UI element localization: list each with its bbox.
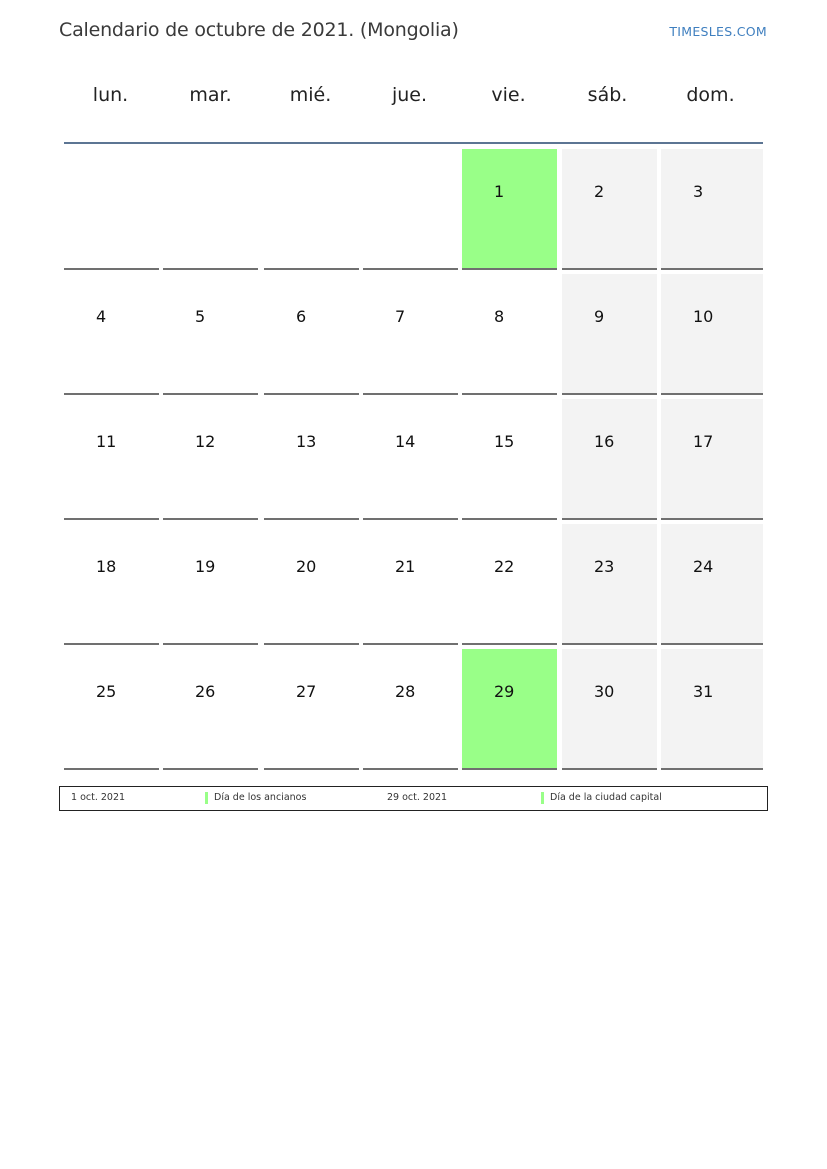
day-cell (64, 274, 159, 395)
day-cell (562, 649, 657, 770)
day-cell (462, 524, 557, 645)
weekday-fri: vie. (491, 84, 526, 106)
day-cell (562, 274, 657, 395)
weekday-sun: dom. (686, 84, 735, 106)
day-cell (363, 524, 458, 645)
day-cell (661, 149, 763, 270)
day-cell (661, 274, 763, 395)
holiday-day-cell (462, 149, 557, 270)
day-number: 7 (395, 307, 406, 326)
day-number: 27 (296, 682, 317, 701)
day-number: 11 (96, 432, 117, 451)
day-number: 2 (594, 182, 605, 201)
day-number: 19 (195, 557, 216, 576)
day-cell (163, 524, 258, 645)
day-number: 8 (494, 307, 505, 326)
day-cell (562, 399, 657, 520)
day-cell (264, 399, 359, 520)
empty-day-cell (64, 149, 159, 270)
day-number: 9 (594, 307, 605, 326)
day-cell (562, 524, 657, 645)
day-number: 14 (395, 432, 416, 451)
day-cell (264, 524, 359, 645)
weekday-thu: jue. (391, 84, 428, 106)
day-cell (363, 649, 458, 770)
day-number: 28 (395, 682, 416, 701)
legend-date: 29 oct. 2021 (387, 792, 448, 803)
day-number: 16 (594, 432, 615, 451)
day-cell (163, 649, 258, 770)
day-number: 5 (195, 307, 206, 326)
day-number: 20 (296, 557, 317, 576)
day-cell (264, 649, 359, 770)
day-number: 21 (395, 557, 416, 576)
holiday-day-cell (462, 649, 557, 770)
brand-link[interactable]: TIMESLES.COM (669, 24, 767, 39)
day-number: 3 (693, 182, 704, 201)
day-cell (462, 274, 557, 395)
day-number: 26 (195, 682, 216, 701)
day-cell (661, 524, 763, 645)
holiday-legend (59, 786, 768, 811)
day-cell (661, 399, 763, 520)
day-number: 30 (594, 682, 615, 701)
day-number: 29 (494, 682, 515, 701)
holiday-color-swatch (205, 792, 208, 804)
day-number: 12 (195, 432, 216, 451)
day-cell (163, 274, 258, 395)
day-number: 18 (96, 557, 117, 576)
day-cell (64, 649, 159, 770)
day-number: 31 (693, 682, 714, 701)
holiday-color-swatch (541, 792, 544, 804)
empty-day-cell (163, 149, 258, 270)
weekday-sat: sáb. (587, 84, 628, 106)
day-number: 22 (494, 557, 515, 576)
legend-date: 1 oct. 2021 (71, 792, 126, 803)
weekday-header (63, 84, 763, 124)
day-number: 15 (494, 432, 515, 451)
header-divider (64, 142, 763, 144)
day-cell (264, 274, 359, 395)
empty-day-cell (363, 149, 458, 270)
day-cell (363, 399, 458, 520)
day-number: 1 (494, 182, 505, 201)
day-number: 23 (594, 557, 615, 576)
day-number: 25 (96, 682, 117, 701)
day-number: 13 (296, 432, 317, 451)
weekday-mon: lun. (92, 84, 129, 106)
day-cell (562, 149, 657, 270)
day-number: 24 (693, 557, 714, 576)
day-cell (64, 399, 159, 520)
empty-day-cell (264, 149, 359, 270)
day-cell (163, 399, 258, 520)
day-cell (363, 274, 458, 395)
day-cell (64, 524, 159, 645)
legend-holiday-name: Día de la ciudad capital (550, 792, 662, 803)
day-cell (462, 399, 557, 520)
day-cell (661, 649, 763, 770)
day-number: 6 (296, 307, 307, 326)
weekday-wed: mié. (289, 84, 332, 106)
day-number: 4 (96, 307, 107, 326)
day-number: 10 (693, 307, 714, 326)
legend-holiday-name: Día de los ancianos (214, 792, 307, 803)
weekday-tue: mar. (189, 84, 232, 106)
page-title: Calendario de octubre de 2021. (Mongolia) (59, 19, 459, 41)
day-number: 17 (693, 432, 714, 451)
